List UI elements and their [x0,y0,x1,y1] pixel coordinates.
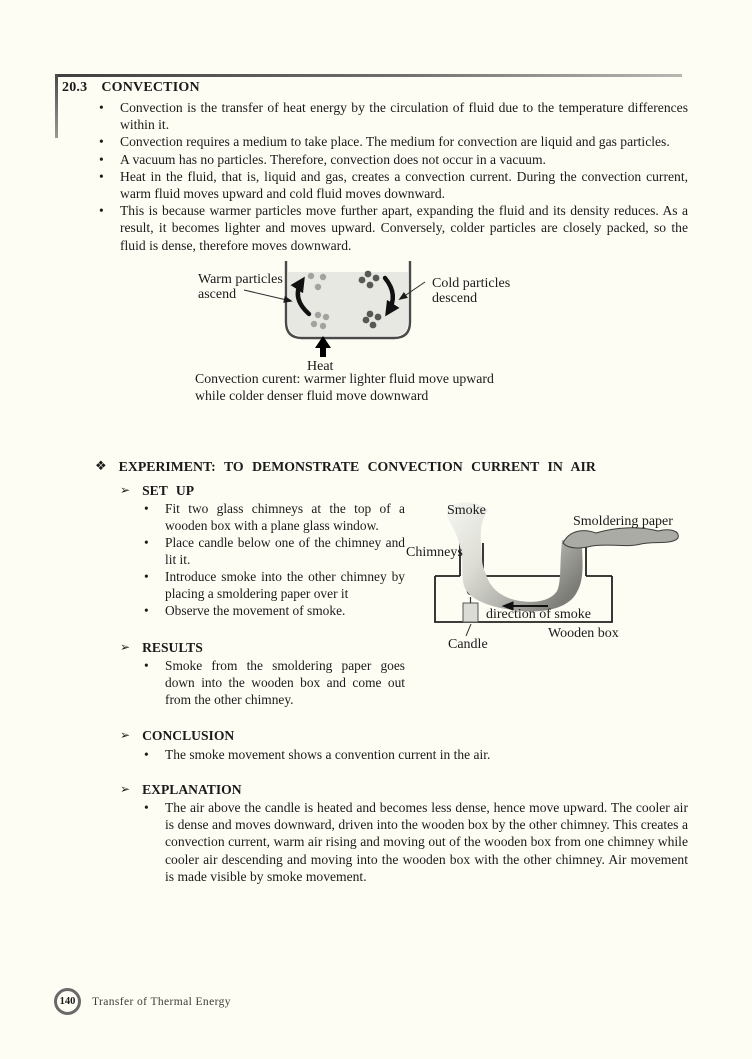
conclusion-heading-label: CONCLUSION [142,728,235,743]
results-heading-label: RESULTS [142,640,203,655]
bullet-text: This is because warmer particles move further apart, expanding the fluid and its density reduces. As a result, it becomes lighter and moves upward. Conversely, colder particles are closely packed, so the fluid is dense, therefore moves downward. [120,203,688,253]
diamond-bullet-icon: ❖ [95,459,107,474]
list-item [142,534,405,568]
list-item [97,168,688,202]
page-number-badge [54,988,81,1015]
section-heading [62,80,200,96]
bullet-text: Heat in the fluid, that is, liquid and gas, creates a convection current. During the convection current, warm fluid moves upward and cold fluid moves downward. [120,168,688,202]
section-number: 20.3 [62,80,88,95]
candle-label: Candle [448,637,488,652]
list-item [142,746,688,763]
bullet-icon: • [144,569,149,584]
bullet-icon: • [144,747,149,762]
explanation-heading-label: EXPLANATION [142,782,242,797]
bullet-text: Smoke from the smoldering paper goes down into the wooden box and come out from the other chimney. [165,658,405,707]
warm-label-2: ascend [198,287,237,302]
bullet-icon: • [144,535,149,550]
list-item [97,133,688,150]
bullet-text: Fit two glass chimneys at the top of a wooden box with a plane glass window. [165,501,405,533]
smoldering-paper [563,528,678,548]
bullet-icon: • [99,151,104,167]
list-item [97,99,688,133]
bullet-icon: • [144,658,149,673]
bullet-text: The air above the candle is heated and becomes less dense, hence move upward. The cooler air is dense and moves downward, driven into the wooden box by the other chimney. This creates a convection current, warm air rising and moving out of the wooden box from one chimney while cooler air descending and moving into the wooden box with the other chimney. Air movement is made visible by smoke movement. [165,800,688,884]
beaker-caption [195,371,494,404]
direction-label: direction of smoke [486,607,591,622]
conclusion-bullet-list [142,746,688,763]
bullet-icon: • [144,800,149,815]
convection-bullet-list [97,99,688,254]
list-item [142,657,405,708]
page-number: 140 [59,996,76,1007]
heat-label: Heat [307,359,334,372]
setup-heading [120,483,194,499]
results-bullet-list [142,657,405,708]
bullet-text: Convection requires a medium to take place. The medium for convection are liquid and gas particles. [120,134,670,150]
candle-body [463,603,478,622]
setup-heading-label: SET UP [142,483,195,498]
wooden-box-label: Wooden box [548,626,619,641]
candle-label-pointer [466,624,471,636]
caption-line: Convection curent: warmer lighter fluid move upward [195,371,494,386]
list-item [142,568,405,602]
chapter-title: Transfer of Thermal Energy [92,996,231,1008]
bullet-text: Place candle below one of the chimney and lit it. [165,535,405,567]
bullet-icon: • [99,203,104,219]
setup-bullet-list [142,500,405,619]
arrow-bullet-icon: ➢ [120,728,131,742]
list-item [97,151,688,168]
bullet-text: Introduce smoke into the other chimney by placing a smoldering paper over it [165,569,405,601]
smoke-box-diagram [400,498,720,653]
bullet-text: Observe the movement of smoke. [165,603,346,618]
section-left-bar [55,74,58,138]
bullet-text: The smoke movement shows a convention current in the air. [165,747,491,762]
list-item [142,602,405,619]
experiment-title: EXPERIMENT: TO DEMONSTRATE CONVECTION CURRENT IN AIR [118,459,596,474]
explanation-heading [120,782,242,798]
arrow-bullet-icon: ➢ [120,782,131,796]
arrow-bullet-icon: ➢ [120,640,131,654]
bullet-text: Convection is the transfer of heat energy by the circulation of fluid due to the temperature differences within it. [120,100,688,133]
bullet-icon: • [99,100,104,115]
conclusion-heading [120,728,234,744]
experiment-heading [95,459,596,475]
section-top-rule [55,74,682,77]
results-heading [120,640,203,656]
bullet-icon: • [99,168,104,184]
smoke-label: Smoke [447,503,486,518]
bullet-icon: • [99,134,104,150]
bullet-icon: • [144,501,149,516]
caption-line: while colder denser fluid move downward [195,387,429,403]
warm-label: Warm particles [198,272,283,287]
warm-label-pointer [244,290,291,301]
cold-label: Cold particles [432,276,511,291]
smoke-plume [447,503,582,612]
beaker-convection-diagram [192,258,572,372]
list-item [142,500,405,534]
arrow-bullet-icon: ➢ [120,483,131,497]
section-title: CONVECTION [101,80,200,95]
explanation-bullet-list [142,799,688,885]
list-item [142,799,688,885]
list-item [97,202,688,254]
chimneys-label: Chimneys [406,545,463,560]
bullet-icon: • [144,603,149,618]
bullet-text: A vacuum has no particles. Therefore, convection does not occur in a vacuum. [120,151,546,167]
cold-label-2: descend [432,291,478,306]
smoldering-paper-label: Smoldering paper [573,514,673,529]
